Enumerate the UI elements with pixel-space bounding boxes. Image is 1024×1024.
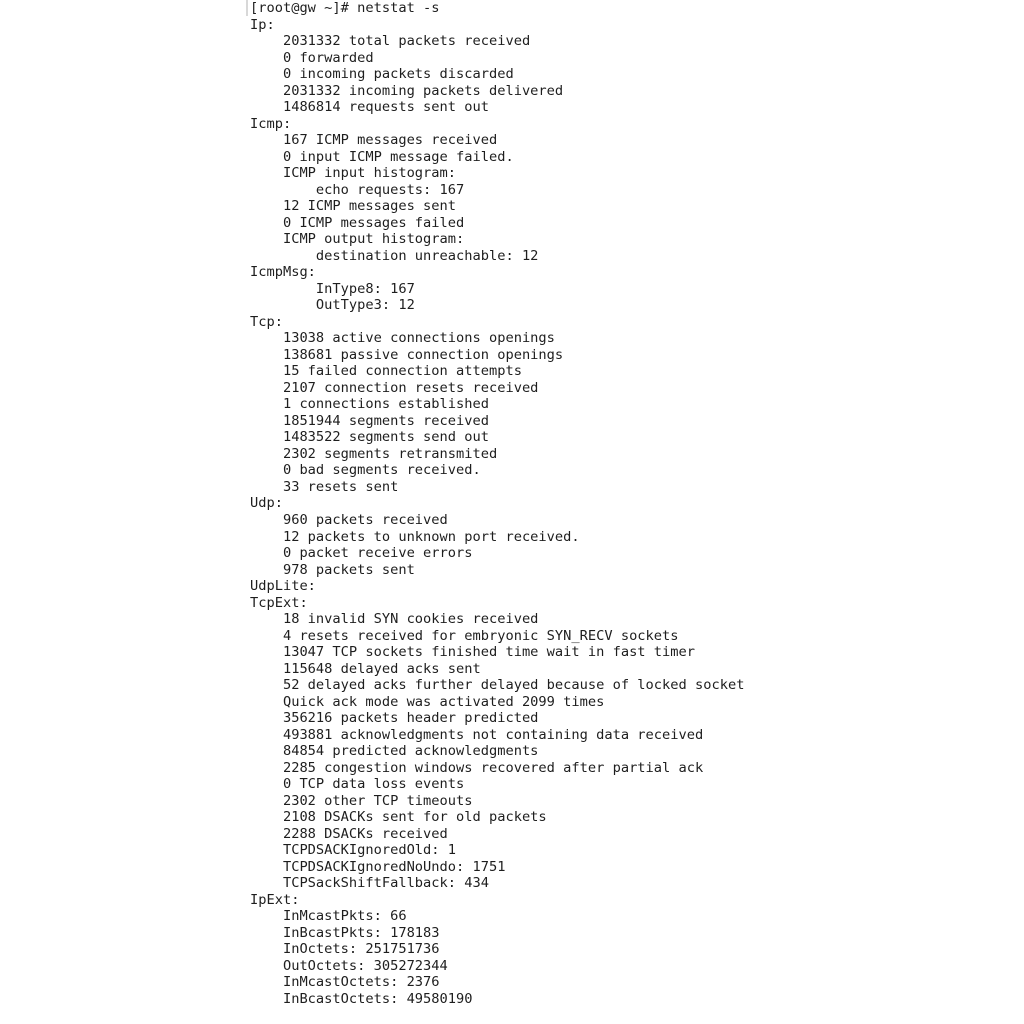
stat-line: 0 packet receive errors [250,545,473,562]
stat-line: 2031332 incoming packets delivered [250,82,564,99]
stat-line: 2302 segments retransmited [250,445,498,462]
netstat-output [250,17,744,1008]
stat-line: 2288 DSACKs received [250,825,448,842]
stat-line: 1 connections established [250,396,489,413]
stat-line: 52 delayed acks further delayed because of locked socket [250,677,745,694]
command-prompt-line: [root@gw ~]# netstat -s [250,0,440,16]
stat-line: 2285 congestion windows recovered after partial ack [250,759,704,776]
stat-line: TCPDSACKIgnoredNoUndo: 1751 [250,858,506,875]
stat-line: 0 incoming packets discarded [250,66,514,83]
section-header: Udp: [250,495,283,512]
stat-line: InBcastPkts: 178183 [250,924,440,941]
stat-line: InType8: 167 [250,280,415,297]
stat-line: 493881 acknowledgments not containing data received [250,726,704,743]
stat-line: 356216 packets header predicted [250,710,539,727]
stat-line: 2108 DSACKs sent for old packets [250,809,547,826]
terminal-left-edge [246,0,248,16]
stat-line: echo requests: 167 [250,181,465,198]
stat-line: 0 input ICMP message failed. [250,148,514,165]
stat-line: InOctets: 251751736 [250,941,440,958]
stat-line: InBcastOctets: 49580190 [250,990,473,1007]
stat-line: Quick ack mode was activated 2099 times [250,693,605,710]
stat-line: ICMP input histogram: [250,165,457,182]
stat-line: ICMP output histogram: [250,231,465,248]
section-header: TcpExt: [250,594,308,611]
stat-line: 1851944 segments received [250,412,489,429]
stat-line: 13047 TCP sockets finished time wait in fast timer [250,644,695,661]
stat-line: 13038 active connections openings [250,330,555,347]
stat-line: InMcastPkts: 66 [250,908,407,925]
stat-line: 2107 connection resets received [250,379,539,396]
stat-line: 1486814 requests sent out [250,99,489,116]
stat-line: 4 resets received for embryonic SYN_RECV sockets [250,627,679,644]
stat-line: OutType3: 12 [250,297,415,314]
stat-line: TCPDSACKIgnoredOld: 1 [250,842,457,859]
stat-line: 115648 delayed acks sent [250,660,481,677]
stat-line: 0 ICMP messages failed [250,214,465,231]
stat-line: 0 bad segments received. [250,462,481,479]
stat-line: 15 failed connection attempts [250,363,522,380]
stat-line: OutOctets: 305272344 [250,957,448,974]
stat-line: 84854 predicted acknowledgments [250,743,539,760]
stat-line: 33 resets sent [250,478,399,495]
section-header: Tcp: [250,313,283,330]
stat-line: 2302 other TCP timeouts [250,792,473,809]
stat-line: 18 invalid SYN cookies received [250,611,539,628]
stat-line: destination unreachable: 12 [250,247,539,264]
section-header: UdpLite: [250,578,316,595]
stat-line: 0 forwarded [250,49,374,66]
section-header: IpExt: [250,891,300,908]
stat-line: 138681 passive connection openings [250,346,564,363]
section-header: Icmp: [250,115,292,132]
stat-line: 12 packets to unknown port received. [250,528,580,545]
terminal-output[interactable] [250,0,744,1007]
stat-line: 0 TCP data loss events [250,776,465,793]
stat-line: TCPSackShiftFallback: 434 [250,875,489,892]
stat-line: 978 packets sent [250,561,415,578]
stat-line: InMcastOctets: 2376 [250,974,440,991]
stat-line: 167 ICMP messages received [250,132,498,149]
section-header: IcmpMsg: [250,264,316,281]
stat-line: 12 ICMP messages sent [250,198,457,215]
stat-line: 2031332 total packets received [250,33,531,50]
stat-line: 960 packets received [250,511,448,528]
section-header: Ip: [250,16,275,33]
stat-line: 1483522 segments send out [250,429,489,446]
